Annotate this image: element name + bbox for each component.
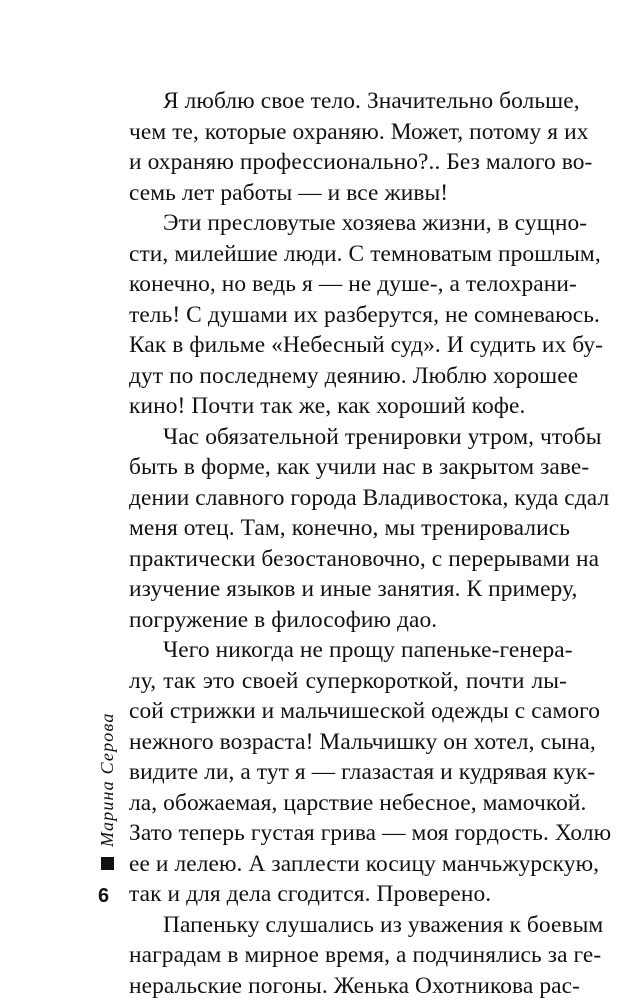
text-line: погружение в философию дао. xyxy=(129,605,567,636)
text-line: семь лет работы — и все живы! xyxy=(129,178,567,209)
text-line: тель! С душами их разберутся, не сомневаюсь. xyxy=(129,300,567,331)
author-label-wrapper xyxy=(96,740,118,870)
text-line: неральские погоны. Женька Охотникова рас- xyxy=(129,971,567,1001)
paragraph xyxy=(129,86,567,208)
text-line: нежного возраста! Мальчишку он хотел, сына, xyxy=(129,727,567,758)
text-line: Папеньку слушались из уважения к боевым xyxy=(129,910,567,941)
paragraph xyxy=(129,910,567,1001)
text-line: конечно, но ведь я — не душе-, а телохрани- xyxy=(129,269,567,300)
body-text xyxy=(129,86,567,1001)
text-line: ее и лелею. А заплести косицу манчьжурскую, xyxy=(129,849,567,880)
page-number: 6 xyxy=(98,884,109,908)
text-line: видите ли, а тут я — глазастая и кудрявая кук- xyxy=(129,757,567,788)
text-line: дут по последнему деянию. Люблю хорошее xyxy=(129,361,567,392)
text-line: чем те, которые охраняю. Может, потому я их xyxy=(129,117,567,148)
text-line: меня отец. Там, конечно, мы тренировались xyxy=(129,513,567,544)
text-line: быть в форме, как учили нас в закрытом заве- xyxy=(129,452,567,483)
text-line: кино! Почти так же, как хороший кофе. xyxy=(129,391,567,422)
text-line: и охраняю профессионально?.. Без малого во- xyxy=(129,147,567,178)
text-line: ла, обожаемая, царствие небесное, мамочкой. xyxy=(129,788,567,819)
text-line: сой стрижки и мальчишеской одежды с самого xyxy=(129,696,567,727)
text-line: дении славного города Владивостока, куда сдал xyxy=(129,483,567,514)
text-line: наградам в мирное время, а подчинялись за ге- xyxy=(129,940,567,971)
text-line: Эти пресловутые хозяева жизни, в сущно- xyxy=(129,208,567,239)
paragraph xyxy=(129,635,567,910)
text-line: Зато теперь густая грива — моя гордость. Холю xyxy=(129,818,567,849)
text-line: сти, милейшие люди. С темноватым прошлым, xyxy=(129,239,567,270)
text-line: Чего никогда не прощу папеньке-генера- xyxy=(129,635,567,666)
paragraph xyxy=(129,422,567,636)
text-line: так и для дела сгодится. Проверено. xyxy=(129,879,567,910)
text-line: изучение языков и иные занятия. К примеру, xyxy=(129,574,567,605)
author-name: Марина Серова xyxy=(96,712,118,847)
paragraph xyxy=(129,208,567,422)
text-line: практически безостановочно, с перерывами на xyxy=(129,544,567,575)
running-header-vertical xyxy=(96,740,118,870)
square-marker-icon xyxy=(101,857,114,870)
text-line: лу, так это своей суперкороткой, почти лы- xyxy=(129,666,567,697)
text-line: Как в фильме «Небесный суд». И судить их бу- xyxy=(129,330,567,361)
text-line: Час обязательной тренировки утром, чтобы xyxy=(129,422,567,453)
text-line: Я люблю свое тело. Значительно больше, xyxy=(129,86,567,117)
